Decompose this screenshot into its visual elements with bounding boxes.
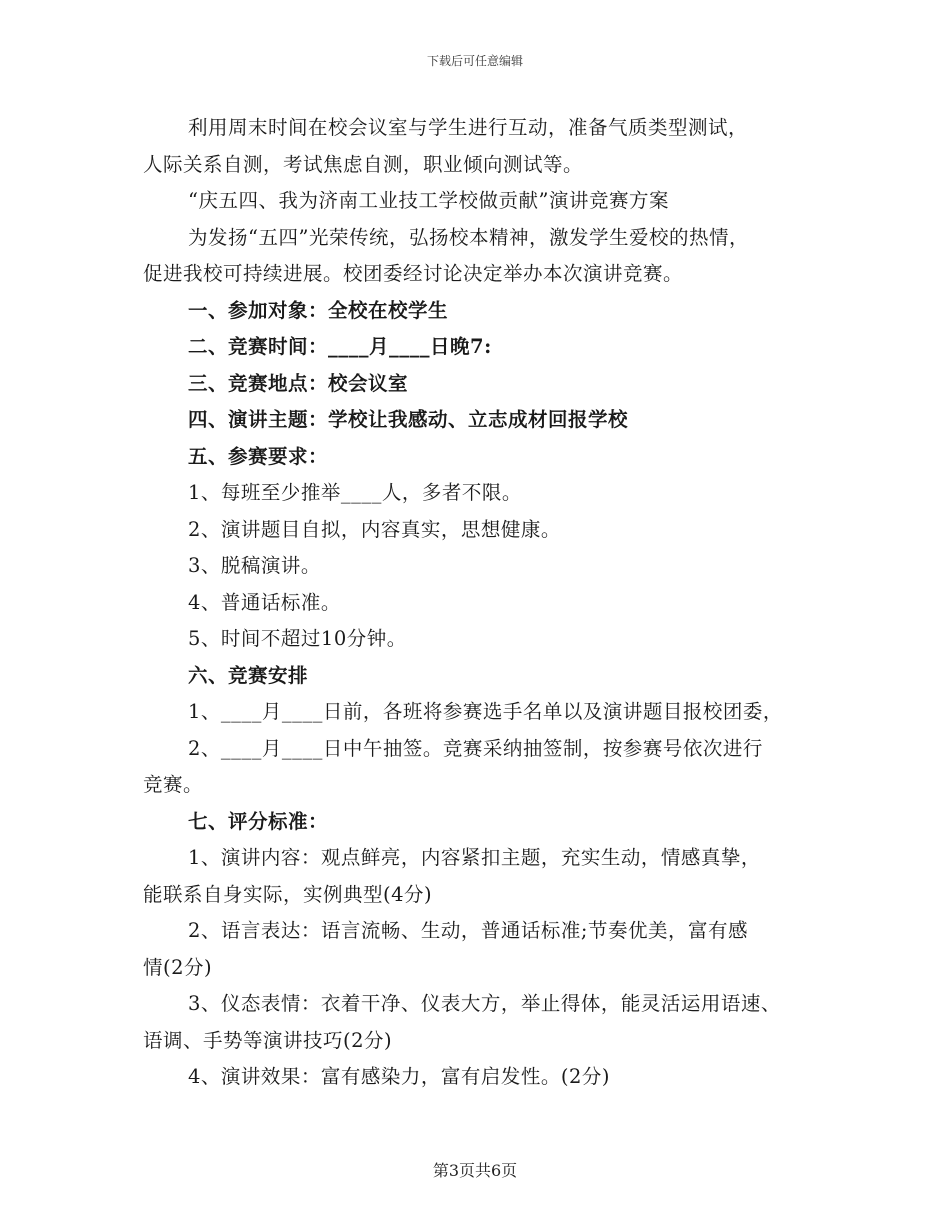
document-body [143, 110, 823, 1096]
heading-participants: 一、参加对象：全校在校学生 [188, 298, 449, 322]
heading-time: 二、竞赛时间：____月____日晚7: [188, 335, 492, 358]
list-item-continuation: 语调、手势等演讲技巧(2分) [143, 1028, 393, 1052]
heading-location: 三、竞赛地点：校会议室 [188, 371, 409, 395]
page-header: 下载后可任意编辑 [426, 54, 523, 68]
body-line: 为发扬“五四”光荣传统，弘扬校本精神，激发学生爱校的热情， [188, 225, 749, 249]
list-item: 4、演讲效果：富有感染力，富有启发性。(2分) [188, 1065, 611, 1088]
heading-theme: 四、演讲主题：学校让我感动、立志成材回报学校 [188, 408, 629, 431]
heading-requirements: 五、参赛要求： [188, 444, 329, 468]
list-item: 5、时间不超过10分钟。 [188, 627, 407, 650]
heading-scoring: 七、评分标准： [188, 809, 329, 833]
page-footer: 第3页共6页 [432, 1161, 518, 1180]
list-item: 3、仪态表情：衣着干净、仪表大方，举止得体，能灵活运用语速、 [188, 992, 781, 1015]
list-item: 2、语言表达：语言流畅、生动，普通话标准;节奏优美，富有感 [188, 919, 748, 942]
list-item: 1、每班至少推举____人，多者不限。 [188, 481, 522, 504]
list-item-continuation: 情(2分) [143, 955, 213, 979]
list-item: 1、演讲内容：观点鲜亮，内容紧扣主题，充实生动，情感真挚， [188, 846, 761, 869]
heading-schedule: 六、竞赛安排 [188, 663, 309, 687]
section-title: “庆五四、我为济南工业技工学校做贡献”演讲竞赛方案 [188, 189, 669, 212]
list-item-continuation: 能联系自身实际，实例典型(4分) [143, 882, 433, 906]
list-item: 1、____月____日前，各班将参赛选手名单以及演讲题目报校团委， [188, 700, 783, 723]
list-item: 2、____月____日中午抽签。竞赛采纳抽签制，按参赛号依次进行 [188, 736, 763, 760]
body-line: 促进我校可持续进展。校团委经讨论决定举办本次演讲竞赛。 [143, 262, 684, 285]
list-item: 4、普通话标准。 [188, 590, 341, 614]
body-line: 利用周末时间在校会议室与学生进行互动，准备气质类型测试， [188, 116, 749, 139]
list-item: 2、演讲题目自拟，内容真实，思想健康。 [188, 517, 561, 541]
list-item: 3、脱稿演讲。 [188, 554, 321, 577]
body-line: 人际关系自测，考试焦虑自测，职业倾向测试等。 [143, 152, 584, 176]
list-item-continuation: 竞赛。 [143, 773, 204, 796]
